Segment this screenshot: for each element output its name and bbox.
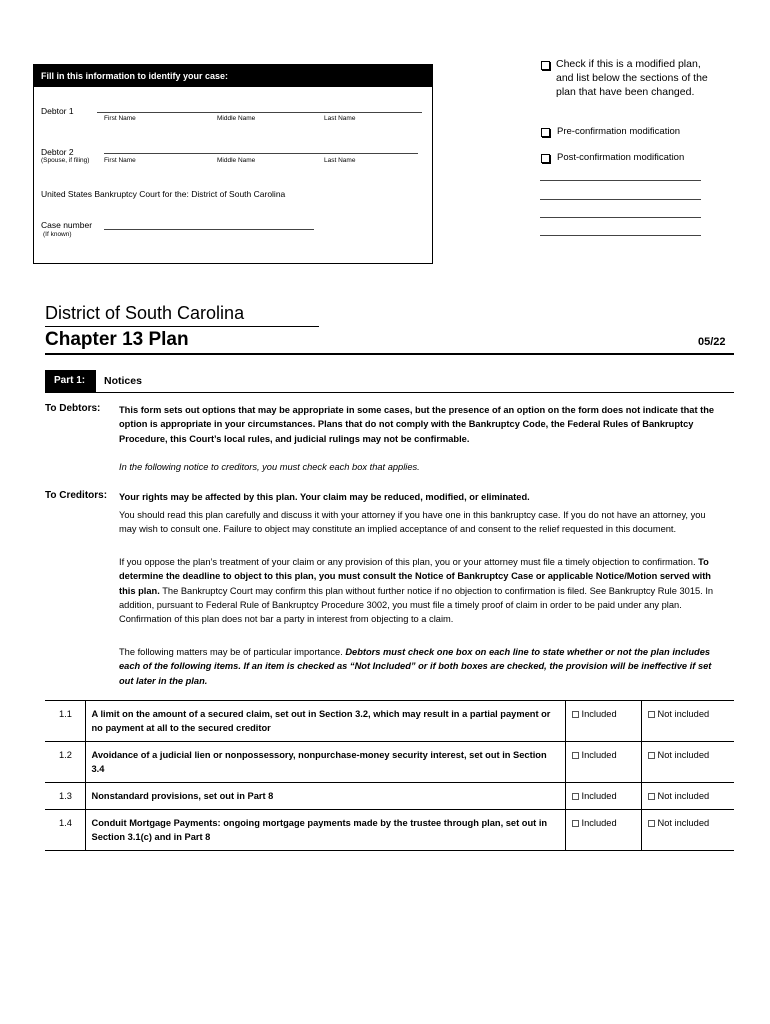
court-label-text: United States Bankruptcy Court for the: [41, 189, 189, 199]
case-info-header: Fill in this information to identify your case: [34, 65, 432, 87]
title-rule [45, 353, 734, 355]
case-info-box [33, 64, 433, 264]
included-checkbox[interactable] [572, 752, 579, 759]
not-included-label: Not included [657, 750, 710, 760]
row-number: 1.4 [45, 810, 85, 851]
creditors-p2-deadline: To determine the deadline to object to this plan, you must consult the Notice of Bankruptcy Case or applicable Notice/Motion served with this plan. [119, 557, 711, 596]
debtor2-middle-name-caption: Middle Name [217, 157, 256, 164]
not-included-option[interactable] [641, 810, 734, 851]
row-description: A limit on the amount of a secured claim, set out in Section 3.2, which may result in a partial payment or no payment at all to the secured creditor [85, 701, 565, 742]
pre-confirmation-checkbox[interactable] [541, 124, 550, 142]
plan-items-table [45, 700, 734, 851]
post-confirmation-checkbox[interactable] [541, 150, 550, 168]
not-included-option[interactable] [641, 783, 734, 810]
district-heading: District of South Carolina [45, 303, 245, 323]
row-description: Nonstandard provisions, set out in Part 8 [85, 783, 565, 810]
debtor1-last-name-caption: Last Name [324, 115, 356, 122]
debtor2-last-name-caption: Last Name [324, 157, 356, 164]
debtor2-field[interactable] [104, 153, 418, 154]
district-rule [45, 326, 319, 327]
modified-section-line-2[interactable] [540, 199, 701, 200]
pre-confirmation-label: Pre-confirmation modification [557, 126, 681, 137]
debtor1-first-name-caption: First Name [104, 115, 136, 122]
included-label: Included [581, 750, 617, 760]
part1-tag: Part 1: [45, 370, 96, 392]
creditors-p3-intro: The following matters may be of particular importance. [119, 647, 346, 657]
included-label: Included [581, 818, 617, 828]
not-included-label: Not included [657, 709, 710, 719]
modified-plan-text: Check if this is a modified plan, and list below the sections of the plan that have been changed. [556, 58, 708, 98]
part1-rule [45, 392, 734, 393]
debtor1-label: Debtor 1 [41, 106, 74, 116]
creditors-p2-intro: If you oppose the plan’s treatment of your claim or any provision of this plan, you or your attorney must file a timely objection to confirmation. [119, 557, 699, 567]
not-included-checkbox[interactable] [648, 752, 655, 759]
included-option[interactable] [565, 742, 641, 783]
court-label [41, 189, 285, 199]
form-date: 05/22 [698, 336, 726, 348]
modified-section-line-1[interactable] [540, 180, 701, 181]
included-option[interactable] [565, 810, 641, 851]
modified-plan-checkbox[interactable] [541, 57, 550, 75]
included-option[interactable] [565, 701, 641, 742]
to-debtors-label: To Debtors: [45, 403, 101, 414]
included-checkbox[interactable] [572, 711, 579, 718]
case-number-sublabel: (If known) [43, 231, 72, 238]
included-checkbox[interactable] [572, 820, 579, 827]
table-row [45, 810, 734, 851]
row-number: 1.2 [45, 742, 85, 783]
creditors-paragraph-3 [119, 645, 719, 688]
not-included-label: Not included [657, 818, 710, 828]
modified-section-line-3[interactable] [540, 217, 701, 218]
creditors-paragraph-1: You should read this plan carefully and discuss it with your attorney if you have one in this bankruptcy case. If you do not have an attorney, you may wish to consult one. Failure to object may constitute an implied acceptance of and consent to the relief requested in this document. [119, 510, 706, 535]
case-number-label: Case number [41, 220, 93, 230]
included-label: Included [581, 709, 617, 719]
debtor2-sublabel: (Spouse, if filing) [41, 157, 90, 164]
notice-instruction: In the following notice to creditors, you must check each box that applies. [119, 462, 420, 472]
page-title: Chapter 13 Plan [45, 329, 189, 350]
post-confirmation-label: Post-confirmation modification [557, 152, 685, 163]
part1-title: Notices [104, 375, 142, 387]
not-included-option[interactable] [641, 701, 734, 742]
modified-section-line-4[interactable] [540, 235, 701, 236]
not-included-label: Not included [657, 791, 710, 801]
not-included-checkbox[interactable] [648, 793, 655, 800]
not-included-checkbox[interactable] [648, 820, 655, 827]
creditors-p3-instruction: Debtors must check one box on each line to state whether or not the plan includes each of the following items. If an item is checked as “Not Included” or if both boxes are checked, the provision will be ineffective if set out later in the plan. [119, 647, 712, 686]
table-row [45, 701, 734, 742]
included-label: Included [581, 791, 617, 801]
to-creditors-label: To Creditors: [45, 490, 108, 501]
table-row [45, 742, 734, 783]
row-description: Avoidance of a judicial lien or nonpossessory, nonpurchase-money security interest, set out in Section 3.4 [85, 742, 565, 783]
included-checkbox[interactable] [572, 793, 579, 800]
table-row [45, 783, 734, 810]
debtor2-label: Debtor 2 [41, 147, 74, 157]
row-description: Conduit Mortgage Payments: ongoing mortgage payments made by the trustee through plan, set out in Section 3.1(c) and in Part 8 [85, 810, 565, 851]
creditors-p2-rest: The Bankruptcy Court may confirm this plan without further notice if no objection to confirmation is filed. See Bankruptcy Rule 3015. In addition, pursuant to Federal Rule of Bankruptcy Procedure 3002, you must file a timely proof of claim in order to be paid under any plan. Confirmation of this plan does not bar a party in interest from objecting to a claim. [119, 585, 714, 625]
included-option[interactable] [565, 783, 641, 810]
row-number: 1.3 [45, 783, 85, 810]
case-number-field[interactable] [104, 229, 314, 230]
not-included-checkbox[interactable] [648, 711, 655, 718]
court-value: District of South Carolina [191, 189, 286, 199]
creditors-heading: Your rights may be affected by this plan. Your claim may be reduced, modified, or eliminated. [119, 492, 530, 502]
to-debtors-text: This form sets out options that may be appropriate in some cases, but the presence of an option on the form does not indicate that the option is appropriate in your circumstances. Plans that do not comply with the Bankruptcy Code, the Federal Rules of Bankruptcy Procedure, this Court’s local rules, and judicial rulings may not be confirmable. [119, 405, 715, 444]
creditors-paragraph-2 [119, 555, 719, 626]
debtor1-field[interactable] [97, 112, 422, 113]
debtor1-middle-name-caption: Middle Name [217, 115, 256, 122]
debtor2-first-name-caption: First Name [104, 157, 136, 164]
not-included-option[interactable] [641, 742, 734, 783]
row-number: 1.1 [45, 701, 85, 742]
